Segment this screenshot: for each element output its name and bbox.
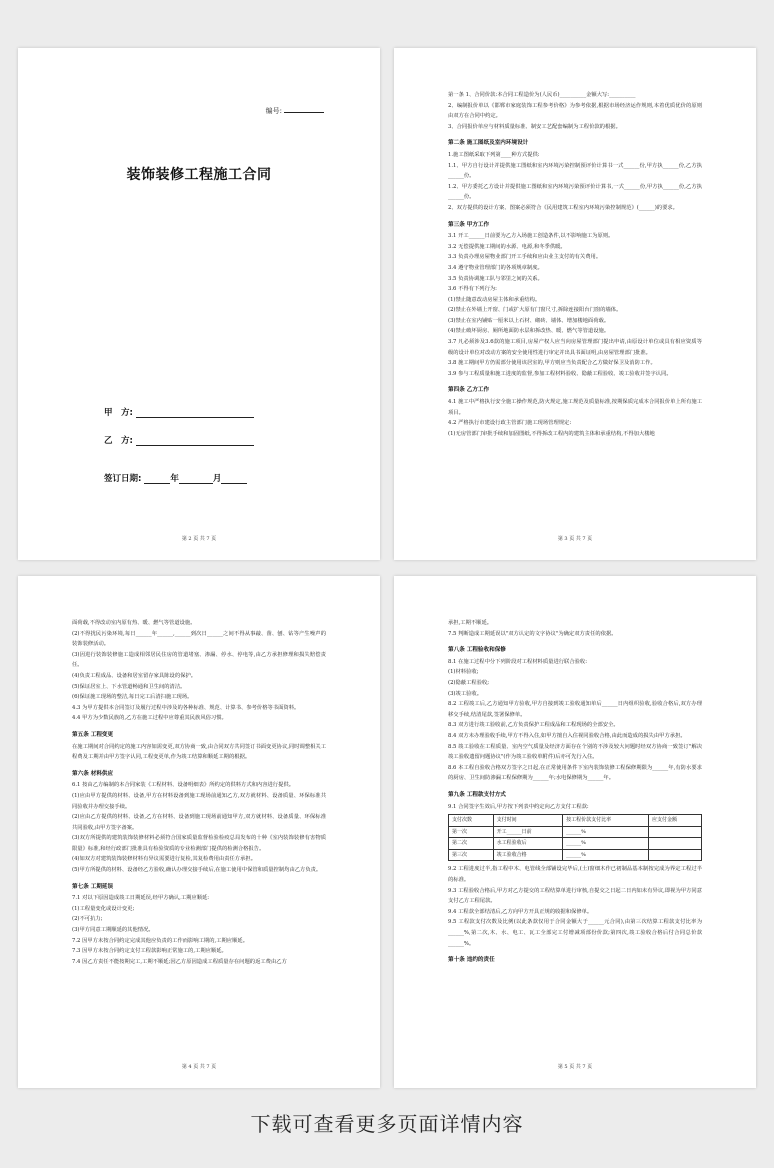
paragraph: (3)甲方同意工期顺延的其他情况。 [72, 927, 154, 934]
year-label: 年 [170, 474, 179, 484]
table-cell [649, 838, 702, 850]
document-page-3 [18, 576, 380, 1088]
paragraph: 8.6 本工程自验收合格双方签字之日起,在正常使用条件下室内装饰装修工程保修期限为______年,有防水要求的厨房、卫生间防渗漏工程保修期为______年;水电保修期为______年。 [448, 764, 702, 782]
contract-number-field [266, 106, 324, 116]
paragraph: (6)保证施工现场的整洁,每日完工后清扫施工现场。 [72, 694, 193, 701]
paragraph: 3.7 凡必须涉及3.6款的施工项目,房屋产权人应当向房屋管理部门提出申请,由原设计单位或具有相应资质等级的设计单位对改动方案的安全使用性进行审定并出具书面证明,由房屋管理部门批准。 [448, 339, 702, 356]
section-heading: 第八条 工程验收和保修 [448, 647, 506, 654]
party-a-line [136, 408, 254, 418]
paragraph: (1)禁止随意改动房屋主体和承重结构。 [448, 296, 541, 303]
table-header-cell: 按工程价款支付比率 [563, 815, 649, 827]
paragraph: 7.1 对以下原因造成竣工日期延误,经甲方确认,工期应顺延: [72, 895, 210, 902]
section-heading: 第九条 工程款支付方式 [448, 791, 506, 798]
paragraph: 面荷载,不得改动室内原有热、暖、燃气等管道设施。 [72, 620, 196, 626]
paragraph: 3.9 参与工程质量和施工进度的监督,参加工程材料验收、隐蔽工程验收、竣工验收并签字认同。 [448, 370, 672, 377]
paragraph: (3)双方所提供的建筑装饰装修材料必须符合国家质量监督检验检疫总局发布的十种《室内装饰装修有害物质限量》标准,和经行政部门批准具有检验资质的专业检测部门提供的检测合格报告。 [72, 835, 326, 852]
paragraph: 1.施工图纸采取下列第____种方式提供: [448, 151, 540, 158]
party-b-line [136, 436, 254, 446]
paragraph: (2)不得扰民污染环境,每日______年______,______到次日______之间不得从事敲、凿、刨、钻等产生噪声的装饰装修活动。 [72, 630, 326, 648]
page-number: 第 3 页 共 7 页 [557, 536, 593, 542]
paragraph: 7.5 判断造成工期延误以"双方认定的文字协议"为确定双方责任的依据。 [448, 630, 617, 637]
body-section-before-table [448, 618, 702, 812]
paragraph: (1)工程量变化或设计变更; [72, 905, 135, 912]
section-heading: 第五条 工程变更 [72, 731, 114, 738]
page-number: 第 4 页 共 7 页 [181, 1064, 217, 1070]
sign-date-field [104, 472, 247, 484]
table-cell: 开工______日前 [493, 826, 562, 838]
contract-number-line [284, 112, 324, 113]
paragraph: 在施工期间对合同约定的施工内容如需变更,双方协商一致,由合同双方共同签订书面变更协议,同时调整相关工程费及工期并由甲方签字认同,工程变更单,作为竣工结算和顺延工期的根据。 [72, 743, 327, 761]
paragraph: 2、双方提供的设计方案、图案必须符合《民用建筑工程室内环境污染控制规范》(______)的要求。 [448, 204, 678, 211]
paragraph: (1)应由甲方提供的材料、设备,甲方在材料设备到施工现场前通知乙方,双方就材料、设备质量、环保标准共同验收并办理交接手续。 [72, 792, 326, 810]
table-row [449, 826, 702, 838]
paragraph: 8.4 双方未办理验收手续,甲方不得入住,如甲方擅自入住视同验收合格,由此而造成的损失由甲方承担。 [448, 732, 686, 739]
paragraph: 承担,工期不顺延。 [448, 620, 493, 626]
day-line [221, 474, 247, 484]
paragraph: 1.1、甲方自行设计并提供施工图纸和室内环境污染控制预评价计算书一式______份,甲方执______份,乙方执______份。 [448, 162, 702, 180]
page-body [448, 618, 702, 967]
party-a-label: 甲 方: [104, 408, 133, 418]
table-header-cell: 应支付金额 [649, 815, 702, 827]
table-cell [649, 826, 702, 838]
page-body [448, 90, 702, 439]
page-number: 第 5 页 共 7 页 [557, 1064, 593, 1070]
table-header-cell: 支付时间 [493, 815, 562, 827]
body-section-after-table [448, 864, 702, 965]
page-body [72, 618, 326, 967]
paragraph: 4.2 严格执行市建设行政主管部门施工现场管理规定: [448, 420, 572, 427]
paragraph: (4)负责工程成品、设备和居室留存家具陈设的保护。 [72, 672, 197, 679]
paragraph: 7.4 因乙方责任不能按期完工,工期不顺延;因乙方原因造成工程质量存在问题的返工费由乙方 [72, 958, 287, 965]
paragraph: (1)无房管部门审批手续和加固图纸,不得拆改工程内的建筑主体和承重结构,不得加大楼地 [448, 430, 655, 437]
paragraph: 4.4 甲方为少数民族的,乙方在施工过程中应尊重其民族风俗习惯。 [72, 715, 227, 722]
party-b-label: 乙 方: [104, 436, 133, 446]
paragraph: (2)禁止在外墙上开窗、门或扩大原有门窗尺寸,拆除连接阳台门窗的墙体。 [448, 307, 622, 314]
document-page-cover [18, 48, 380, 560]
paragraph: (3)竣工验收。 [448, 690, 482, 697]
document-page-2 [394, 48, 756, 560]
paragraph: 3.6 不得有下列行为: [448, 286, 497, 293]
paragraph: 3.8 施工期间甲方仍需部分使用该居室的,甲方则应当负责配合乙方做好保卫及消防工作。 [448, 360, 656, 367]
paragraph: 3、合同报价单应与材料质量标准、制安工艺配套编制为工程价款的根据。 [448, 123, 621, 130]
sign-date-label: 签订日期: [104, 474, 142, 484]
party-a-field [104, 406, 254, 418]
paragraph: 8.5 竣工验收在工程质量、室内空气质量及经济方面存在个别的不涉及较大问题时经双方协商一致签订"解决竣工验收遗留问题协议"(作为竣工验收单附件)后亦可先行入住。 [448, 743, 702, 761]
table-row [449, 838, 702, 850]
paragraph: 8.3 双方进行竣工验收前,乙方负责保护工程成品和工程现场的全部安全。 [448, 722, 619, 729]
section-heading: 第七条 工期延误 [72, 883, 114, 890]
paragraph: 1.2、甲方委托乙方设计并提供施工图纸和室内环境污染预评价计算书,一式______份,甲方执______份,乙方执______份。 [448, 183, 702, 201]
table-cell: ______% [563, 826, 649, 838]
section-heading: 第四条 乙方工作 [448, 387, 490, 394]
section-heading: 第二条 施工图纸及室内环境设计 [448, 140, 529, 147]
contract-number-label: 编号: [265, 107, 282, 115]
paragraph: 4.3 为甲方提供本合同签订及履行过程中涉及的各种标准、规范、计算书、参考价格等书面资料。 [72, 704, 300, 711]
download-more-caption: 下载可查看更多页面详情内容 [250, 1112, 524, 1136]
paragraph: 8.1 在施工过程中分下列阶段对工程材料质量进行联合验收: [448, 658, 588, 665]
paragraph: 9.2 工程进度过半,指工程中木、电管线全部铺设完毕后,(土)窗细木作已初制品基本制按完成为界定工程过半的标准。 [448, 866, 702, 884]
paragraph: 9.5 工程款支付次数及比例(以此条款仅用于合同金额大于______元合同),由第三次结算工程款支付比率为______%,第二次,木、水、电工、瓦工全部完工付增减项部份价款;第四次,竣工验收合格后付合同总价款______%。 [448, 919, 702, 947]
payment-schedule-table [448, 814, 702, 861]
table-cell: ______% [563, 838, 649, 850]
section-heading: 第十条 违约的责任 [448, 957, 495, 964]
month-line [179, 474, 213, 484]
paragraph: 7.2 因甲方未按合同约定完成其他应负责的工作而影响工期的,工期应顺延。 [72, 937, 248, 944]
year-line [144, 474, 170, 484]
document-page-4 [394, 576, 756, 1088]
paragraph: 3.5 负责协调施工队与邻里之间的关系。 [448, 275, 543, 282]
paragraph: 第一条 1、合同价款:本合同工程造价为(人民币)__________金额大写:__________ [448, 92, 636, 98]
section-heading: 第六条 材料供应 [72, 770, 114, 777]
paragraph: (2)不可抗力; [72, 916, 103, 923]
document-title: 装饰装修工程施工合同 [126, 167, 272, 183]
paragraph: (3)禁止在室内铺贴一厘米以上石材、砌砖、墙体、增加楼地面荷载。 [448, 317, 610, 324]
paragraph: (5)保证居室上、下水管道畅通和卫生间的清洁。 [72, 683, 186, 690]
table-cell: 第一次 [449, 826, 494, 838]
paragraph: 6.1 按由乙方编制的本合同家装《工程材料、设备明细表》所约定的供料方式和内容进行提供。 [72, 782, 294, 789]
month-label: 月 [212, 474, 222, 484]
paragraph: (2)应由乙方提供的材料、设备,乙方在材料、设备到施工现场前通知甲方,双方就材料、设备质量、环保标准共同验收,由甲方签字备案。 [72, 814, 326, 831]
table-cell: 第三次 [449, 849, 494, 861]
table-cell [649, 849, 702, 861]
paragraph: (4)如双方对建筑装饰装修材料有异议需要进行复检,其复检费用由责任方承担。 [72, 856, 256, 863]
paragraph: 8.2 工程竣工后,乙方通知甲方验收,甲方自接到竣工验收通知单后______日内组织验收,验收合格后,双方办理移交手续,结清尾款,签署保修单。 [448, 701, 702, 718]
paragraph: (5)甲方所提供的材料、设备经乙方验收,确认办理交接手续后,在施工使用中保管和质量控制均由乙方负责。 [72, 867, 322, 874]
paragraph: 9.1 合同签字生效后,甲方按下列表中约定向乙方支付工程款: [448, 803, 589, 810]
paragraph: (3)因进行装饰装修施工造成相邻居民住房的管道堵塞、渗漏、停水、停电等,由乙方承担修理和损失赔偿责任。 [72, 651, 326, 669]
paragraph: 3.4 遵守物业管理部门的各项规章制度。 [448, 264, 543, 271]
paragraph: 9.3 工程验收合格后,甲方对乙方提交的工程结算单进行审核,自提交之日起二日内如未有异议,即视为甲方同意支付乙方工程尾款。 [448, 887, 702, 905]
table-header-cell: 支付次数 [449, 815, 494, 827]
paragraph: 3.1 开工______日前要为乙方入场施工创造条件,以不影响施工为原则。 [448, 233, 614, 240]
paragraph: (1)材料验收; [448, 669, 479, 676]
paragraph: (4)禁止破坏厨房、厕所地面防水层和拆改热、暖、燃气等管道设施。 [448, 328, 610, 335]
paragraph: 3.2 无偿提供施工期间的水源、电源,和冬季供暖。 [448, 243, 566, 250]
paragraph: 4.1 施工中严格执行安全施工操作规范,防火规定,施工规范及质量标准,按期保质完成本合同报价单上所有施工项目。 [448, 399, 702, 416]
table-row [449, 849, 702, 861]
page-number: 第 2 页 共 7 页 [181, 536, 217, 542]
table-cell: 竣工验收合格 [493, 849, 562, 861]
table-header-row [449, 815, 702, 827]
paragraph: 2、编制报价单以《邯郸市家庭装饰工程参考价格》为参考依据,根据市场经济运作规则,本着优质优价的原则由双方在合同中约定。 [448, 102, 702, 120]
table-cell: ______% [563, 849, 649, 861]
party-b-field [104, 434, 254, 446]
paragraph: 9.4 工程款全部结清后,乙方向甲方开具正规的收据和保修单。 [448, 908, 593, 915]
section-heading: 第三条 甲方工作 [448, 221, 490, 228]
table-cell: 水工程验收后 [493, 838, 562, 850]
paragraph: (2)隐蔽工程验收; [448, 679, 490, 686]
table-cell: 第二次 [449, 838, 494, 850]
paragraph: 3.3 负责办理房屋物业部门开工手续和应由业主支付的有关费用。 [448, 254, 602, 261]
paragraph: 7.3 因甲方未按合同约定支付工程款影响正常施工的,工期应顺延。 [72, 948, 227, 955]
